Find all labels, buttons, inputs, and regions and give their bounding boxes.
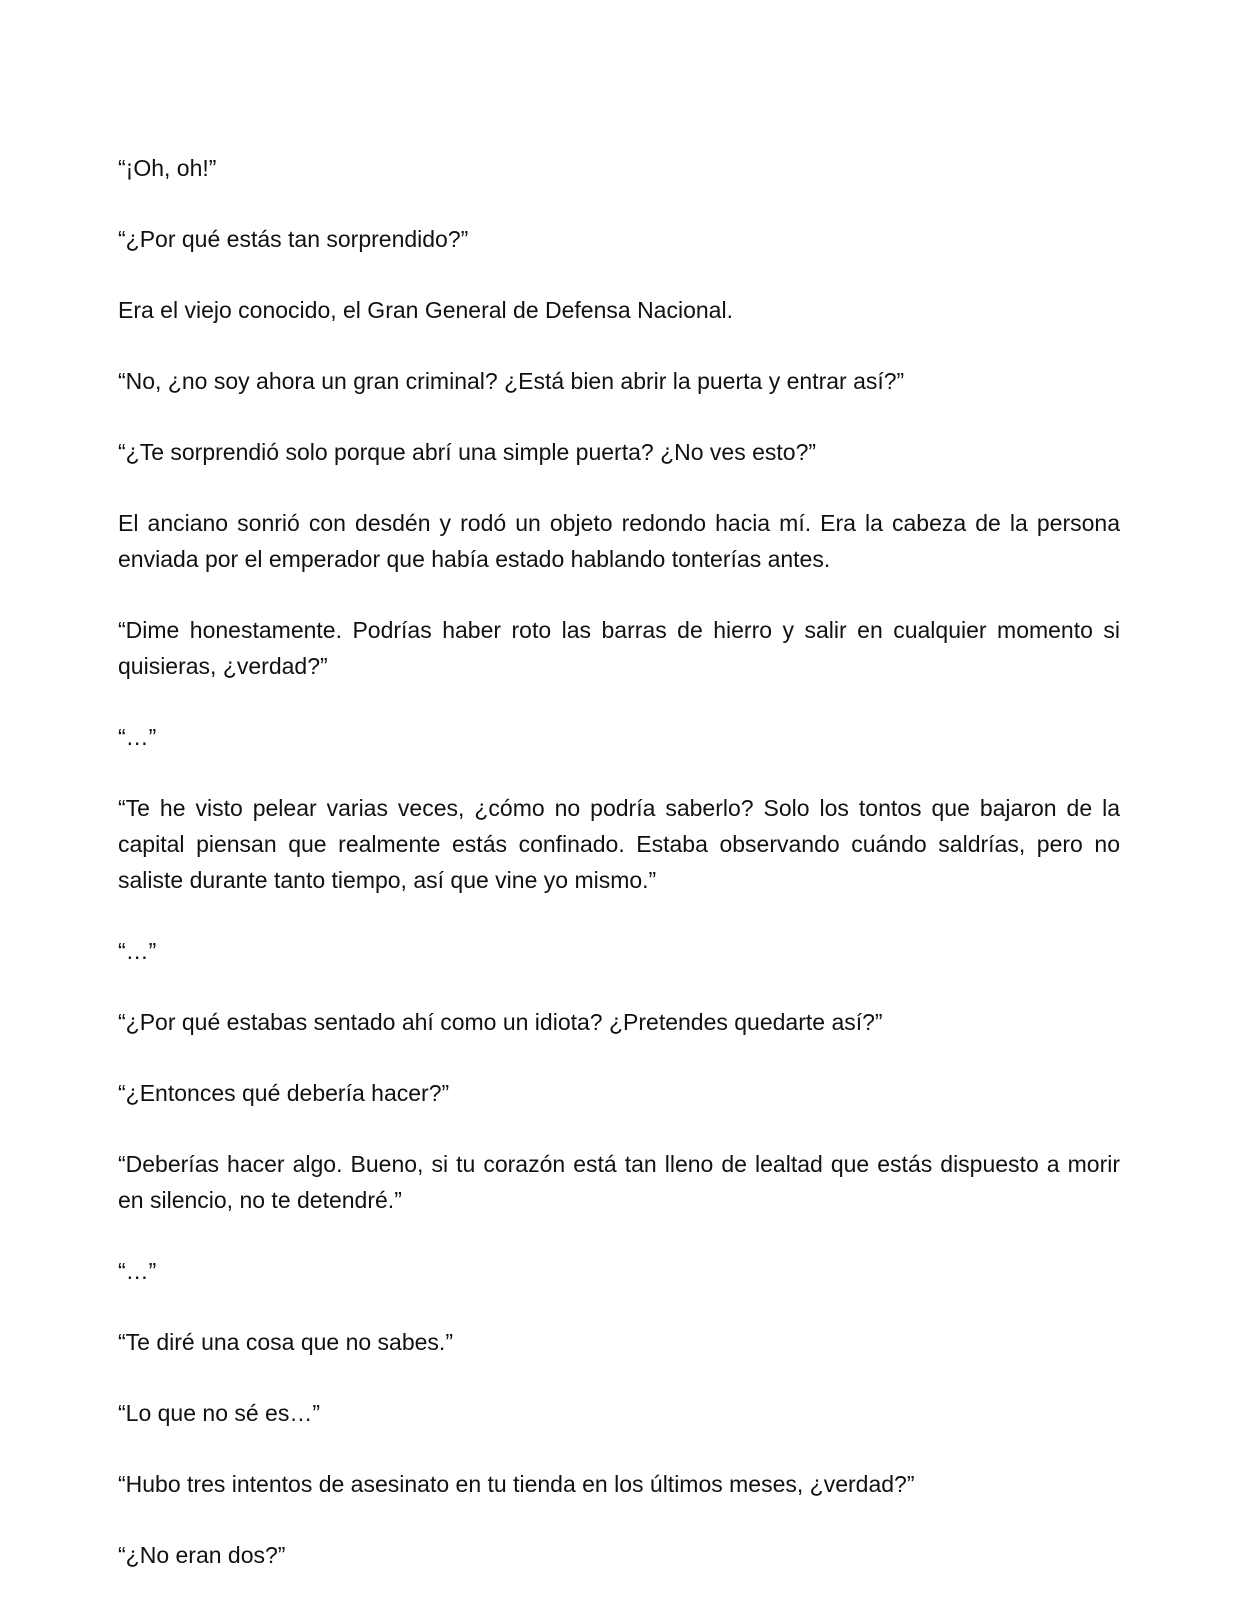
paragraph: “…” (118, 1258, 157, 1284)
paragraph: “…” (118, 938, 157, 964)
paragraph: El anciano sonrió con desdén y rodó un objeto redondo hacia mí. Era la cabeza de la persona enviada por el emperador que había estado hablando tonterías antes. (118, 510, 1120, 572)
paragraph: “Te diré una cosa que no sabes.” (118, 1329, 453, 1355)
paragraph: “No, ¿no soy ahora un gran criminal? ¿Está bien abrir la puerta y entrar así?” (118, 368, 905, 394)
document-body (118, 150, 1120, 1608)
paragraph: “¡Oh, oh!” (118, 155, 217, 181)
paragraph: “Deberías hacer algo. Bueno, si tu corazón está tan lleno de lealtad que estás dispuesto a morir en silencio, no te detendré.” (118, 1151, 1120, 1213)
paragraph: “Hubo tres intentos de asesinato en tu tienda en los últimos meses, ¿verdad?” (118, 1471, 915, 1497)
paragraph: “Lo que no sé es…” (118, 1400, 321, 1426)
paragraph: “¿Entonces qué debería hacer?” (118, 1080, 450, 1106)
paragraph: “Te he visto pelear varias veces, ¿cómo no podría saberlo? Solo los tontos que bajaron de la capital piensan que realmente estás confinado. Estaba observando cuándo saldrías, pero no saliste durante tanto tiempo, así que vine yo mismo.” (118, 795, 1120, 893)
paragraph: “…” (118, 724, 157, 750)
paragraph: “¿No eran dos?” (118, 1542, 286, 1568)
paragraph: Era el viejo conocido, el Gran General de Defensa Nacional. (118, 297, 733, 323)
paragraph: “¿Por qué estás tan sorprendido?” (118, 226, 469, 252)
paragraph: “¿Te sorprendió solo porque abrí una simple puerta? ¿No ves esto?” (118, 439, 817, 465)
paragraph: “Dime honestamente. Podrías haber roto las barras de hierro y salir en cualquier momento si quisieras, ¿verdad?” (118, 617, 1120, 679)
paragraph: “¿Por qué estabas sentado ahí como un idiota? ¿Pretendes quedarte así?” (118, 1009, 883, 1035)
